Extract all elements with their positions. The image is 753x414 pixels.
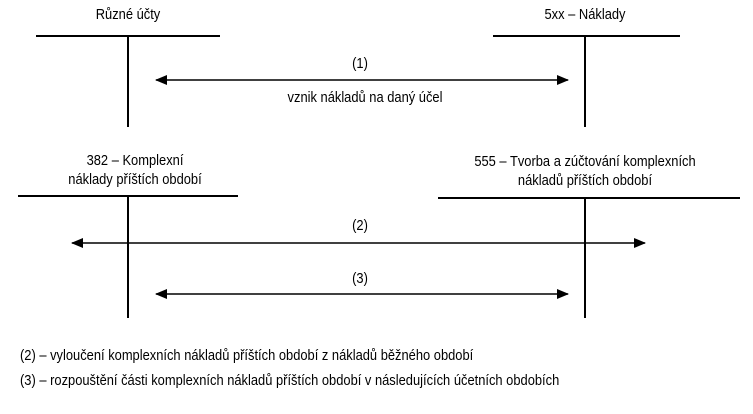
t-account-555	[438, 198, 740, 318]
t-account-ruzne-ucty	[36, 36, 220, 127]
legend-line-2: (2) – vyloučení komplexních nákladů příštích období z nákladů běžného období	[20, 347, 474, 364]
t-account-5xx-naklady	[493, 36, 680, 127]
label-5xx-naklady: 5xx – Náklady	[544, 6, 626, 23]
arrow-1-number: (1)	[352, 55, 368, 72]
label-555-line2: nákladů příštích období	[517, 172, 653, 189]
label-ruzne-ucty: Různé účty	[95, 6, 161, 23]
arrow-2-number: (2)	[352, 217, 368, 234]
arrow-3-number: (3)	[352, 270, 368, 287]
label-382-line2: náklady příštích období	[68, 171, 202, 188]
label-555-line1: 555 – Tvorba a zúčtování komplexních	[474, 153, 696, 170]
arrow-1-caption: vznik nákladů na daný účel	[287, 89, 443, 106]
t-account-382	[18, 196, 238, 318]
label-382-line1: 382 – Komplexní	[86, 152, 184, 169]
legend-line-3: (3) – rozpouštění části komplexních nákladů příštích období v následujících účetních obdobích	[20, 372, 560, 389]
